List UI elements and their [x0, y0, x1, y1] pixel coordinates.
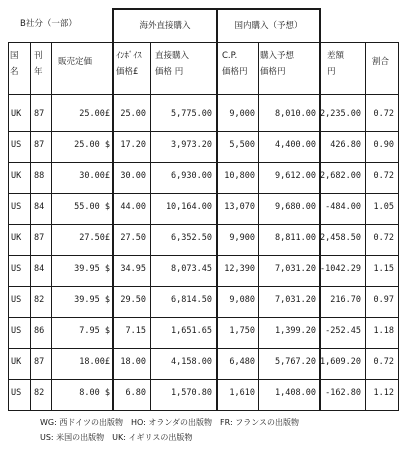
cell-cp: 10,800 — [224, 171, 255, 181]
header-invoice: 価格£ — [116, 67, 139, 77]
cell-cp: 1,750 — [229, 326, 255, 336]
cell-country: US — [11, 264, 22, 274]
cell-purchase: 1,399.20 — [275, 326, 316, 336]
cell-diff: 216.70 — [330, 295, 361, 305]
cell-year: 86 — [34, 326, 45, 336]
cell-country: US — [11, 388, 22, 398]
cell-invoice: 29.50 — [120, 295, 146, 305]
cell-ratio: 0.90 — [373, 140, 394, 150]
header-direct: 価格 円 — [155, 67, 184, 77]
cell-purchase: 9,612.00 — [275, 171, 316, 181]
cell-year: 87 — [34, 233, 45, 243]
cell-list_price: 18.00£ — [79, 357, 110, 367]
legend-line-1: WG: 西ドイツの出版物 HO: オランダの出版物 FR: フランスの出版物 — [40, 418, 299, 427]
header-ratio: 割合 — [372, 57, 390, 67]
cell-list_price: 7.95 $ — [79, 326, 110, 336]
cell-ratio: 0.72 — [373, 171, 394, 181]
header-top-rule — [8, 42, 399, 43]
cell-country: UK — [11, 171, 22, 181]
cell-invoice: 18.00 — [120, 357, 146, 367]
cell-country: US — [11, 202, 22, 212]
header-year: 刊 — [34, 51, 43, 61]
cell-cp: 1,610 — [229, 388, 255, 398]
cell-cp: 13,070 — [224, 202, 255, 212]
cell-ratio: 0.72 — [373, 357, 394, 367]
cell-purchase: 4,400.00 — [275, 140, 316, 150]
cell-ratio: 0.72 — [373, 109, 394, 119]
header-year: 年 — [34, 67, 43, 77]
header-diff: 円 — [327, 67, 336, 77]
cell-purchase: 9,680.00 — [275, 202, 316, 212]
cell-diff: -1042.29 — [320, 264, 361, 274]
cell-country: US — [11, 295, 22, 305]
row-rule — [8, 193, 399, 194]
cell-cp: 9,080 — [229, 295, 255, 305]
cell-direct: 5,775.00 — [171, 109, 212, 119]
cell-cp: 12,390 — [224, 264, 255, 274]
table-bottom-rule — [8, 410, 399, 411]
domestic-box-right — [319, 8, 321, 410]
cell-invoice: 7.15 — [125, 326, 146, 336]
cell-year: 87 — [34, 109, 45, 119]
cell-purchase: 1,408.00 — [275, 388, 316, 398]
cell-list_price: 30.00£ — [79, 171, 110, 181]
cell-year: 88 — [34, 171, 45, 181]
header-invoice: ｲﾝﾎﾞｲｽ — [116, 51, 142, 61]
cell-country: UK — [11, 109, 22, 119]
legend-line-2: US: 米国の出版物 UK: イギリスの出版物 — [40, 433, 193, 442]
cell-purchase: 7,031.20 — [275, 264, 316, 274]
cell-direct: 1,570.80 — [171, 388, 212, 398]
cell-diff: -484.00 — [325, 202, 361, 212]
overseas-box-top — [112, 8, 219, 10]
cell-purchase: 8,811.00 — [275, 233, 316, 243]
cell-list_price: 25.00£ — [79, 109, 110, 119]
cell-ratio: 1.15 — [373, 264, 394, 274]
column-rule — [51, 42, 52, 410]
cell-list_price: 25.00 $ — [74, 140, 110, 150]
cell-list_price: 39.95 $ — [74, 295, 110, 305]
row-rule — [8, 286, 399, 287]
cell-year: 84 — [34, 264, 45, 274]
row-rule — [8, 131, 399, 132]
cell-ratio: 1.12 — [373, 388, 394, 398]
row-rule — [8, 162, 399, 163]
domestic-label: 国内購入（予想） — [234, 21, 303, 31]
cell-diff: 2,682.00 — [320, 171, 361, 181]
cell-purchase: 8,010.00 — [275, 109, 316, 119]
column-rule — [30, 42, 31, 410]
header-list_price: 販売定価 — [58, 57, 93, 67]
cell-cp: 9,900 — [229, 233, 255, 243]
cell-invoice: 30.00 — [120, 171, 146, 181]
domestic-box-top — [216, 8, 321, 10]
header-bottom-rule — [8, 94, 399, 95]
cell-ratio: 0.72 — [373, 233, 394, 243]
cell-direct: 10,164.00 — [165, 202, 212, 212]
cell-cp: 5,500 — [229, 140, 255, 150]
cell-ratio: 1.18 — [373, 326, 394, 336]
cell-diff: -252.45 — [325, 326, 361, 336]
column-rule — [8, 42, 9, 410]
cell-year: 82 — [34, 295, 45, 305]
cell-year: 87 — [34, 357, 45, 367]
header-cp: 価格円 — [222, 67, 248, 77]
cell-direct: 6,930.00 — [171, 171, 212, 181]
cell-direct: 1,651.65 — [171, 326, 212, 336]
cell-ratio: 0.97 — [373, 295, 394, 305]
cell-list_price: 55.00 $ — [74, 202, 110, 212]
cell-list_price: 39.95 $ — [74, 264, 110, 274]
company-label: B社分（一部） — [20, 19, 77, 29]
cell-direct: 6,814.50 — [171, 295, 212, 305]
overseas-box-divider — [216, 8, 218, 410]
cell-diff: 426.80 — [330, 140, 361, 150]
cell-purchase: 7,031.20 — [275, 295, 316, 305]
header-direct: 直接購入 — [155, 51, 190, 61]
cell-list_price: 27.50£ — [79, 233, 110, 243]
cell-invoice: 6.80 — [125, 388, 146, 398]
cell-ratio: 1.05 — [373, 202, 394, 212]
cell-list_price: 8.00 $ — [79, 388, 110, 398]
row-rule — [8, 224, 399, 225]
cell-direct: 8,073.45 — [171, 264, 212, 274]
row-rule — [8, 379, 399, 380]
cell-diff: -162.80 — [325, 388, 361, 398]
cell-country: UK — [11, 233, 22, 243]
overseas-label: 海外直接購入 — [139, 21, 191, 31]
row-rule — [8, 255, 399, 256]
cell-year: 87 — [34, 140, 45, 150]
cell-diff: 1,609.20 — [320, 357, 361, 367]
cell-country: UK — [11, 357, 22, 367]
cell-diff: 2,235.00 — [320, 109, 361, 119]
cell-cp: 6,480 — [229, 357, 255, 367]
cell-country: US — [11, 140, 22, 150]
column-rule — [398, 42, 399, 410]
cell-year: 82 — [34, 388, 45, 398]
cell-invoice: 25.00 — [120, 109, 146, 119]
header-purchase: 購入予想 — [260, 51, 295, 61]
overseas-box-left — [112, 8, 114, 410]
cell-direct: 3,973.20 — [171, 140, 212, 150]
row-rule — [8, 348, 399, 349]
cell-purchase: 5,767.20 — [275, 357, 316, 367]
cell-cp: 9,000 — [229, 109, 255, 119]
header-country: 名 — [10, 67, 19, 77]
cell-year: 84 — [34, 202, 45, 212]
header-country: 国 — [10, 51, 19, 61]
cell-invoice: 27.50 — [120, 233, 146, 243]
cell-country: US — [11, 326, 22, 336]
cell-invoice: 44.00 — [120, 202, 146, 212]
header-cp: C.P. — [222, 51, 238, 61]
header-purchase: 価格円 — [260, 67, 286, 77]
cell-direct: 6,352.50 — [171, 233, 212, 243]
cell-invoice: 17.20 — [120, 140, 146, 150]
cell-direct: 4,158.00 — [171, 357, 212, 367]
header-diff: 差額 — [327, 51, 345, 61]
cell-diff: 2,458.50 — [320, 233, 361, 243]
row-rule — [8, 317, 399, 318]
column-rule — [258, 42, 259, 410]
column-rule — [365, 42, 366, 410]
cell-invoice: 34.95 — [120, 264, 146, 274]
column-rule — [150, 42, 151, 410]
